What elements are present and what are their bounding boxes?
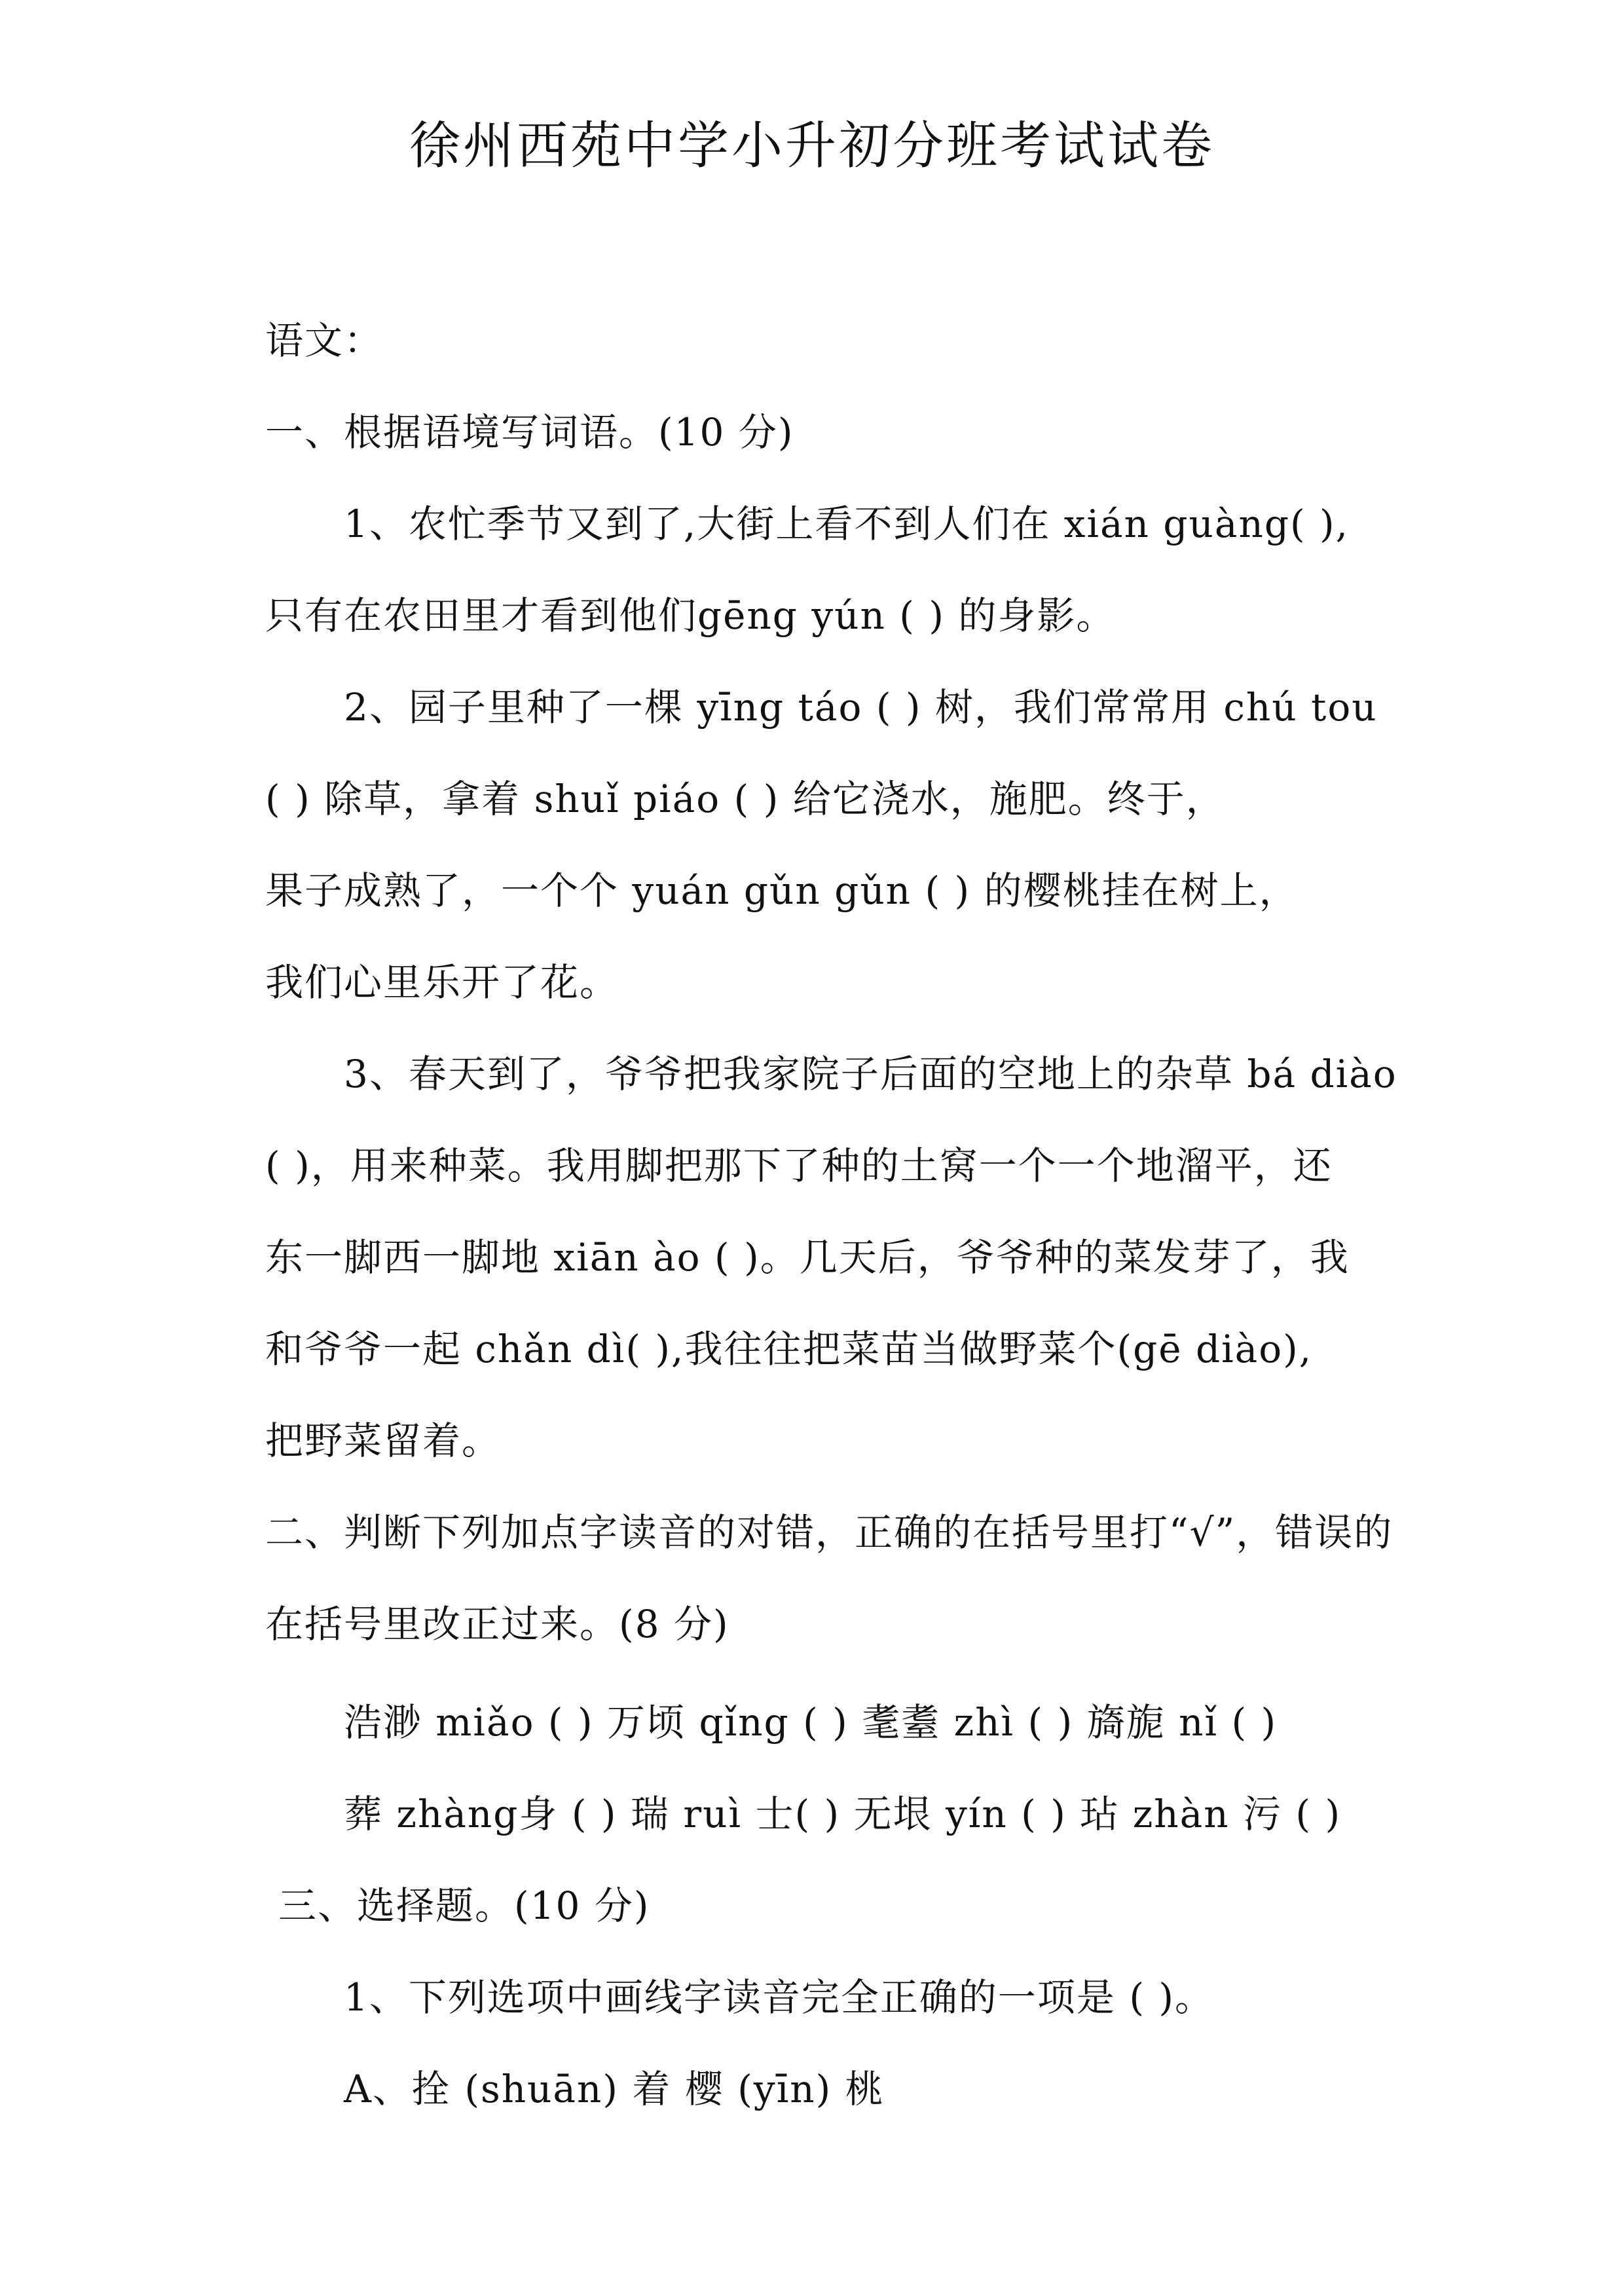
exam-title: 徐州西苑中学小升初分班考试试卷 bbox=[409, 117, 1215, 176]
subject-label: 语文： bbox=[265, 318, 384, 363]
section1-q2-line4: 我们心里乐开了花。 bbox=[265, 960, 619, 1005]
section1-q2-line3: 果子成熟了，一个个 yuán gǔn gǔn ( ) 的樱桃挂在树上， bbox=[265, 868, 1299, 913]
section1-q3-line2: ( )，用来种菜。我用脚把那下了种的土窝一个一个地溜平，还 bbox=[265, 1143, 1333, 1188]
section1-q2-line1: 2、园子里种了一棵 yīng táo ( ) 树，我们常常用 chú tou bbox=[344, 685, 1378, 730]
section2-heading-line1: 二、判断下列加点字读音的对错，正确的在括号里打“√”，错误的 bbox=[265, 1510, 1393, 1555]
section1-q3-line4: 和爷爷一起 chǎn dì( ),我往往把菜苗当做野菜个(gē diào), bbox=[265, 1327, 1313, 1371]
section1-q2-line2: ( ) 除草，拿着 shuǐ piáo ( ) 给它浇水，施肥。终于， bbox=[265, 777, 1225, 821]
section1-q3-line1: 3、春天到了，爷爷把我家院子后面的空地上的杂草 bá diào bbox=[344, 1052, 1397, 1096]
section1-q1-line2: 只有在农田里才看到他们gēng yún ( ) 的身影。 bbox=[265, 593, 1116, 638]
section1-q3-line5: 把野菜留着。 bbox=[265, 1418, 502, 1463]
section3-option-a: A、拴 (shuān) 着 樱 (yīn) 桃 bbox=[344, 2067, 885, 2111]
section2-row1: 浩渺 miǎo ( ) 万顷 qǐng ( ) 耄耋 zhì ( ) 旖旎 nǐ ( ) bbox=[344, 1700, 1278, 1745]
section3-heading: 三、选择题。(10 分) bbox=[278, 1883, 650, 1928]
section3-q1: 1、下列选项中画线字读音完全正确的一项是 ( )。 bbox=[344, 1975, 1215, 2020]
section2-heading-line2: 在括号里改正过来。(8 分) bbox=[265, 1602, 729, 1646]
section2-row2: 葬 zhàng身 ( ) 瑞 ruì 士( ) 无垠 yín ( ) 玷 zhàn 污 ( ) bbox=[344, 1792, 1342, 1836]
section1-heading: 一、根据语境写词语。(10 分) bbox=[265, 410, 794, 454]
section1-q1-line1: 1、农忙季节又到了,大街上看不到人们在 xián guàng( ), bbox=[344, 502, 1350, 546]
section1-q3-line3: 东一脚西一脚地 xiān ào ( )。几天后，爷爷种的菜发芽了，我 bbox=[265, 1235, 1350, 1280]
